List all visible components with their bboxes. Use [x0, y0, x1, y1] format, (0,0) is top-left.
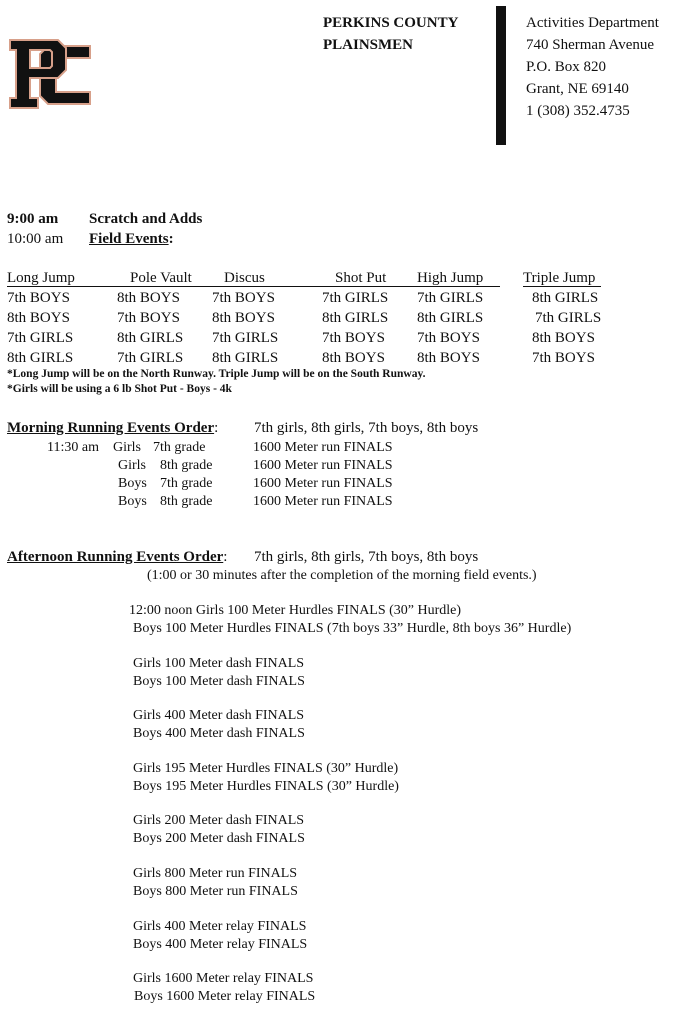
field-table-cell: 7th GIRLS [322, 290, 389, 306]
afternoon-girls-event: Girls 200 Meter dash FINALS [133, 813, 305, 829]
afternoon-girls-event: Girls 1600 Meter relay FINALS [133, 971, 314, 987]
field-table-cell: 7th GIRLS [535, 310, 602, 326]
morning-title: Morning Running Events Order [7, 420, 215, 436]
address-line: 740 Sherman Avenue [526, 37, 655, 53]
address-line: Grant, NE 69140 [526, 81, 629, 97]
field-table-cell: 7th GIRLS [212, 330, 279, 346]
field-table-header-rule [7, 286, 500, 287]
field-table-cell: 7th GIRLS [117, 350, 184, 366]
field-table-cell: 7th GIRLS [7, 330, 74, 346]
address-line: P.O. Box 820 [526, 59, 607, 75]
afternoon-boys-event: Boys 400 Meter relay FINALS [133, 936, 308, 952]
afternoon-girls-event: Girls 195 Meter Hurdles FINALS (30” Hurdle) [133, 760, 399, 776]
morning-order: 7th girls, 8th girls, 7th boys, 8th boys [254, 420, 479, 436]
morning-colon: : [214, 420, 219, 436]
field-column-header: Discus [224, 270, 265, 286]
afternoon-subnote: (1:00 or 30 minutes after the completion of the morning field events.) [147, 568, 537, 583]
afternoon-boys-event: Boys 100 Meter dash FINALS [133, 673, 305, 689]
field-note-runways: *Long Jump will be on the North Runway. Triple Jump will be on the South Runway. [7, 368, 426, 380]
field-column-header: Pole Vault [130, 270, 192, 286]
afternoon-girls-event: Girls 100 Meter dash FINALS [133, 655, 305, 671]
field-table-cell: 8th BOYS [532, 330, 595, 346]
school-logo [8, 36, 92, 114]
school-name [323, 12, 458, 56]
afternoon-title: Afternoon Running Events Order [7, 549, 224, 565]
field-events-label: Field Events [89, 231, 169, 247]
afternoon-girls-event: Girls 800 Meter run FINALS [133, 866, 298, 881]
afternoon-boys-event: Boys 100 Meter Hurdles FINALS (7th boys 33” Hurdle, 8th boys 36” Hurdle) [133, 621, 572, 636]
field-table-cell: 8th GIRLS [212, 350, 279, 366]
school-name-line1: PERKINS COUNTY [323, 15, 459, 31]
header-divider [496, 6, 506, 145]
morning-grade: 7th grade [160, 476, 213, 491]
morning-group: Girls [118, 458, 146, 473]
field-column-header: Shot Put [335, 270, 387, 286]
school-name-line2: PLAINSMEN [323, 37, 414, 53]
field-events-time: 10:00 am [7, 231, 64, 247]
field-table-cell: 8th BOYS [117, 290, 180, 306]
afternoon-boys-event: Boys 1600 Meter relay FINALS [134, 989, 316, 1005]
afternoon-boys-event: Boys 195 Meter Hurdles FINALS (30” Hurdle) [133, 778, 399, 794]
morning-event: 1600 Meter run FINALS [253, 440, 393, 455]
field-note-shot-put: *Girls will be using a 6 lb Shot Put - Boys - 4k [7, 383, 232, 395]
field-table-cell: 7th GIRLS [417, 290, 484, 306]
field-column-header: High Jump [417, 270, 484, 286]
morning-time: 11:30 am [47, 440, 99, 455]
afternoon-girls-event: 12:00 noon Girls 100 Meter Hurdles FINALS (30” Hurdle) [129, 603, 462, 618]
triple-jump-header-rule [523, 286, 601, 287]
morning-event: 1600 Meter run FINALS [253, 458, 393, 473]
field-table-cell: 7th BOYS [212, 290, 275, 306]
afternoon-order: 7th girls, 8th girls, 7th boys, 8th boys [254, 549, 479, 565]
field-table-cell: 7th BOYS [7, 290, 70, 306]
address-line: 1 (308) 352.4735 [526, 103, 630, 119]
afternoon-colon: : [223, 549, 228, 565]
morning-grade: 7th grade [153, 440, 206, 455]
field-events-colon: : [168, 231, 174, 247]
morning-group: Girls [113, 440, 141, 455]
afternoon-boys-event: Boys 200 Meter dash FINALS [133, 831, 305, 847]
field-table-cell: 8th BOYS [7, 310, 70, 326]
morning-group: Boys [118, 476, 147, 491]
field-column-header: Triple Jump [523, 270, 596, 286]
field-table-cell: 8th GIRLS [7, 350, 74, 366]
morning-grade: 8th grade [160, 494, 213, 509]
field-table-cell: 7th BOYS [417, 330, 480, 346]
field-table-cell: 8th GIRLS [532, 290, 599, 306]
scratch-label: Scratch and Adds [89, 211, 203, 227]
field-events-title [89, 229, 174, 249]
field-table-cell: 7th BOYS [117, 310, 180, 326]
field-table-cell: 8th BOYS [322, 350, 385, 366]
field-column-header: Long Jump [7, 270, 75, 286]
morning-event: 1600 Meter run FINALS [253, 494, 393, 509]
afternoon-boys-event: Boys 800 Meter run FINALS [133, 884, 298, 899]
scratch-time: 9:00 am [7, 211, 59, 227]
field-table-cell: 8th BOYS [212, 310, 275, 326]
field-table-cell: 7th BOYS [532, 350, 595, 366]
morning-grade: 8th grade [160, 458, 213, 473]
morning-group: Boys [118, 494, 147, 509]
morning-heading [7, 418, 218, 438]
field-table-cell: 8th GIRLS [322, 310, 389, 326]
afternoon-girls-event: Girls 400 Meter dash FINALS [133, 708, 305, 724]
afternoon-heading [7, 547, 227, 567]
address-line: Activities Department [526, 15, 659, 31]
field-table-cell: 8th GIRLS [117, 330, 184, 346]
field-table-cell: 8th BOYS [417, 350, 480, 366]
morning-event: 1600 Meter run FINALS [253, 476, 393, 491]
pc-logo-graphic [8, 36, 92, 114]
field-table-cell: 7th BOYS [322, 330, 385, 346]
field-table-cell: 8th GIRLS [417, 310, 484, 326]
afternoon-boys-event: Boys 400 Meter dash FINALS [133, 726, 305, 742]
address-block [526, 12, 659, 122]
afternoon-girls-event: Girls 400 Meter relay FINALS [133, 918, 307, 934]
